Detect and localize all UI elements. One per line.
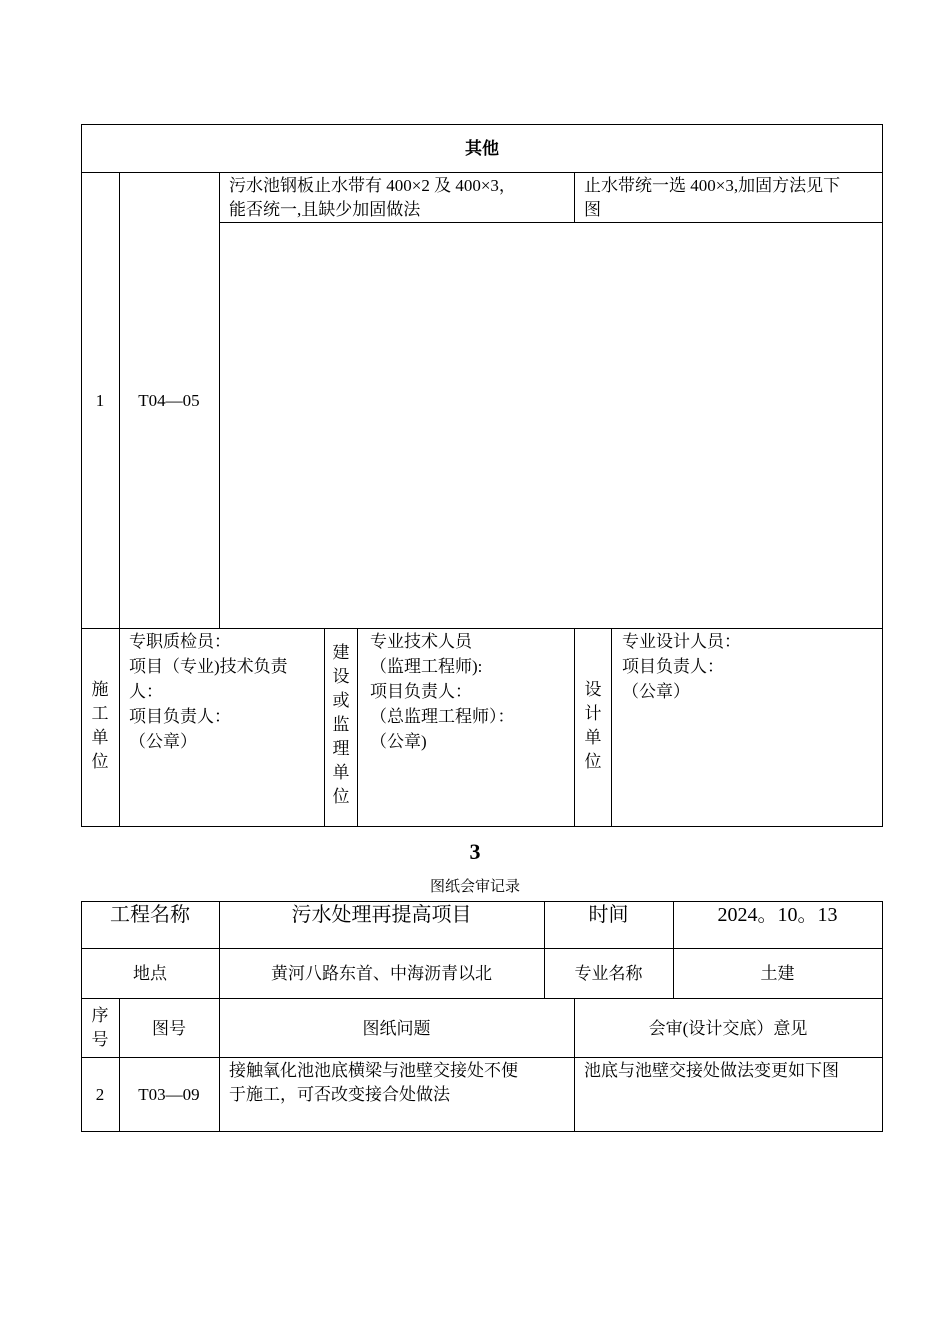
row-opinion-line1: 止水带统一选 400×3,加固方法见下 [584, 176, 841, 195]
row2-drawing-no: T03—09 [138, 1085, 200, 1104]
row-question-line2: 能否统一,且缺少加固做法 [229, 200, 421, 219]
row2-opinion: 池底与池壁交接处做法变更如下图 [584, 1061, 839, 1080]
time-label: 时间 [588, 904, 629, 926]
header-question: 图纸问题 [362, 1019, 431, 1038]
project-name-value: 污水处理再提高项目 [291, 904, 472, 926]
time-value: 2024。10。13 [717, 904, 838, 926]
specialty-value: 土建 [760, 964, 795, 983]
row2-question-line1: 接触氧化池池底横梁与池壁交接处不便 [229, 1061, 518, 1080]
row-question-line1: 污水池钢板止水带有 400×2 及 400×3， [229, 176, 516, 195]
header-seq-line2: 号 [91, 1030, 109, 1049]
row-seq: 1 [95, 391, 105, 410]
header-opinion: 会审(设计交底）意见 [648, 1019, 808, 1038]
row-drawing-no: T04—05 [138, 391, 200, 410]
header-seq-line1: 序 [91, 1006, 109, 1025]
attachment-drawing-area [220, 223, 882, 628]
header-drawing-no: 图号 [152, 1019, 186, 1038]
specialty-label: 专业名称 [574, 964, 643, 983]
page-number: 3 [469, 839, 481, 864]
row-opinion-line2: 图 [584, 200, 601, 219]
row2-seq: 2 [95, 1085, 105, 1104]
location-label: 地点 [133, 964, 167, 983]
form-title: 图纸会审记录 [429, 879, 520, 895]
project-name-label: 工程名称 [110, 904, 190, 926]
section-title: 其他 [465, 139, 499, 158]
location-value: 黄河八路东首、中海沥青以北 [271, 964, 492, 983]
row2-question-line2: 于施工，可否改变接合处做法 [229, 1085, 450, 1104]
